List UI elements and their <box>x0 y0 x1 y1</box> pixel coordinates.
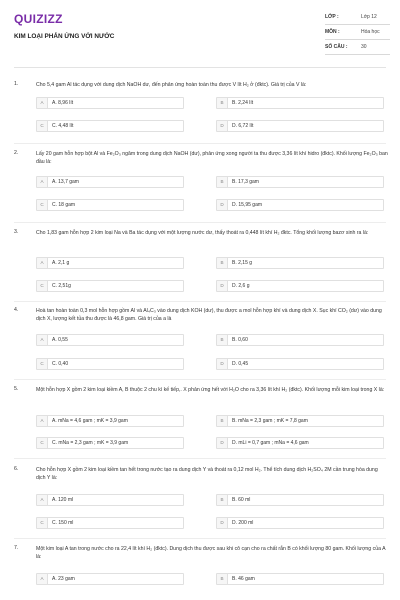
option-a[interactable] <box>36 97 184 109</box>
question-number: 2. <box>14 150 19 156</box>
option-text: B. 2,15 g <box>232 260 253 266</box>
option-text: A. 13,7 gam <box>52 179 79 185</box>
option-b[interactable] <box>216 494 384 506</box>
option-a[interactable] <box>36 573 184 585</box>
option-b[interactable] <box>216 334 384 346</box>
option-d[interactable] <box>216 517 384 529</box>
meta-grade <box>325 10 390 25</box>
question-number: 1. <box>14 81 19 87</box>
option-b[interactable] <box>216 257 384 269</box>
question-text: Hoà tan hoàn toàn 0,3 mol hỗn hợp gồm Al và Al₄C₃ vào dung dịch KOH (dư), thu được a mol hỗn hợp khí và dung dịch X. Sục khí CO₂ (dư) vào dung dịch X, lượng kết tủa thu được là 46,8 gam. Giá trị của a là <box>36 308 382 322</box>
option-letter: B <box>217 98 228 108</box>
option-letter: B <box>217 258 228 268</box>
option-letter: C <box>37 438 48 448</box>
option-text: C. 0,40 <box>52 361 69 367</box>
option-text: A. 2,1 g <box>52 260 70 266</box>
option-a[interactable] <box>36 494 184 506</box>
question-divider <box>14 301 386 302</box>
meta-subject-value: Hóa học <box>361 29 380 35</box>
option-d[interactable] <box>216 280 384 292</box>
option-b[interactable] <box>216 176 384 188</box>
option-letter: C <box>37 281 48 291</box>
question-divider <box>14 379 386 380</box>
option-c[interactable] <box>36 358 184 370</box>
meta-count-value: 30 <box>361 44 367 50</box>
option-c[interactable] <box>36 437 184 449</box>
option-a[interactable] <box>36 415 184 427</box>
option-letter: A <box>37 177 48 187</box>
question-number: 5. <box>14 386 19 392</box>
option-text: D. 15,95 gam <box>232 202 263 208</box>
option-c[interactable] <box>36 199 184 211</box>
option-letter: C <box>37 518 48 528</box>
option-letter: C <box>37 121 48 131</box>
header-divider <box>14 67 386 68</box>
meta-grade-label: LỚP : <box>325 14 339 20</box>
question-number: 6. <box>14 466 19 472</box>
option-b[interactable] <box>216 573 384 585</box>
option-letter: C <box>37 359 48 369</box>
question-divider <box>14 143 386 144</box>
meta-subject-label: MÔN : <box>325 29 340 35</box>
meta-question-count <box>325 40 390 55</box>
option-letter: A <box>37 98 48 108</box>
option-d[interactable] <box>216 120 384 132</box>
worksheet-title: KIM LOẠI PHẢN ỨNG VỚI NƯỚC <box>14 33 115 40</box>
question-number: 7. <box>14 545 19 551</box>
meta-grade-value: Lớp 12 <box>361 14 377 20</box>
option-letter: D <box>217 518 228 528</box>
question-text: Cho hỗn hợp X gồm 2 kim loại kiềm tan hết trong nước tạo ra dung dịch Y và thoát ra 0,12 mol H₂. Thể tích dung dịch H₂SO₄ 2M cần trung hòa dung dịch Y là: <box>36 467 378 481</box>
option-text: C. 150 ml <box>52 520 74 526</box>
quizizz-logo: QUIZIZZ <box>14 12 63 26</box>
option-text: C. 4,48 lít <box>52 123 74 129</box>
option-text: B. mNa = 2,3 gam ; mK = 7,8 gam <box>232 418 308 424</box>
option-d[interactable] <box>216 358 384 370</box>
option-text: C. 2,51g <box>52 283 71 289</box>
option-letter: B <box>217 177 228 187</box>
question-text: Cho 1,83 gam hỗn hợp 2 kim loại Na và Ba tác dụng với một lượng nước dư, thấy thoát ra 0,448 lít khí H₂ đktc. Tổng khối lượng bazơ sinh ra là: <box>36 230 369 236</box>
worksheet-meta <box>325 10 390 55</box>
option-letter: B <box>217 416 228 426</box>
question-number: 3. <box>14 229 19 235</box>
option-text: D. 2,6 g <box>232 283 250 289</box>
option-a[interactable] <box>36 334 184 346</box>
option-text: B. 46 gam <box>232 576 255 582</box>
meta-subject <box>325 25 390 40</box>
option-c[interactable] <box>36 280 184 292</box>
option-letter: A <box>37 416 48 426</box>
question-divider <box>14 222 386 223</box>
option-letter: A <box>37 335 48 345</box>
option-text: B. 2,24 lít <box>232 100 254 106</box>
option-text: B. 17,3 gam <box>232 179 259 185</box>
option-text: C. 18 gam <box>52 202 76 208</box>
option-text: D. mLi = 0,7 gam ; mNa = 4,6 gam <box>232 440 309 446</box>
option-d[interactable] <box>216 199 384 211</box>
option-letter: D <box>217 359 228 369</box>
option-c[interactable] <box>36 517 184 529</box>
question-number: 4. <box>14 307 19 313</box>
option-letter: D <box>217 121 228 131</box>
question-text: Một hỗn hợp X gồm 2 kim loại kiềm A, B thuộc 2 chu kì kế tiếp,. X phản ứng hết với H₂O cho ra 3,36 lít khí H₂ (đktc). Khối lượng mỗi kim loại trong X là: <box>36 387 385 393</box>
option-letter: A <box>37 495 48 505</box>
option-letter: B <box>217 574 228 584</box>
option-letter: D <box>217 281 228 291</box>
option-text: A. 23 gam <box>52 576 75 582</box>
option-letter: D <box>217 200 228 210</box>
question-divider <box>14 458 386 459</box>
worksheet-header <box>0 0 400 62</box>
option-text: A. 8,96 lít <box>52 100 74 106</box>
option-b[interactable] <box>216 415 384 427</box>
question-divider <box>14 538 386 539</box>
option-letter: B <box>217 335 228 345</box>
question-text: Cho 5,4 gam Al tác dụng với dung dịch NaOH dư, đến phản ứng hoàn toàn thu được V lít H₂ ở (đktc). Giá trị của V là: <box>36 82 307 88</box>
option-letter: A <box>37 258 48 268</box>
option-b[interactable] <box>216 97 384 109</box>
question-text: Lấy 20 gam hỗn hợp bột Al và Fe₂O₃ ngâm trong dung dịch NaOH (dư), phản ứng xong người ta thu được 3,36 lít khí hidro (đktc). Khối lượng Fe₂O₃ ban đầu là: <box>36 151 388 165</box>
meta-count-label: SỐ CÂU : <box>325 44 348 50</box>
option-text: A. 120 ml <box>52 497 74 503</box>
option-d[interactable] <box>216 437 384 449</box>
option-letter: D <box>217 438 228 448</box>
option-text: D. 0,45 <box>232 361 249 367</box>
option-text: B. 60 ml <box>232 497 251 503</box>
option-letter: C <box>37 200 48 210</box>
option-text: A. mNa = 4,6 gam ; mK = 3,9 gam <box>52 418 128 424</box>
option-text: D. 6,72 lít <box>232 123 254 129</box>
option-text: B. 0,60 <box>232 337 248 343</box>
option-text: D. 200 ml <box>232 520 254 526</box>
option-text: A. 0,55 <box>52 337 68 343</box>
question-text: Một kim loại A tan trong nước cho ra 22,4 lít khí H₂ (đktc). Dung dịch thu được sau khi cô cạn cho ra chất rắn B có khối lượng 80 gam. Khối lượng của A là: <box>36 546 386 560</box>
option-a[interactable] <box>36 257 184 269</box>
option-text: C. mNa = 2,3 gam ; mK = 3,9 gam <box>52 440 129 446</box>
option-a[interactable] <box>36 176 184 188</box>
option-letter: A <box>37 574 48 584</box>
option-c[interactable] <box>36 120 184 132</box>
option-letter: B <box>217 495 228 505</box>
